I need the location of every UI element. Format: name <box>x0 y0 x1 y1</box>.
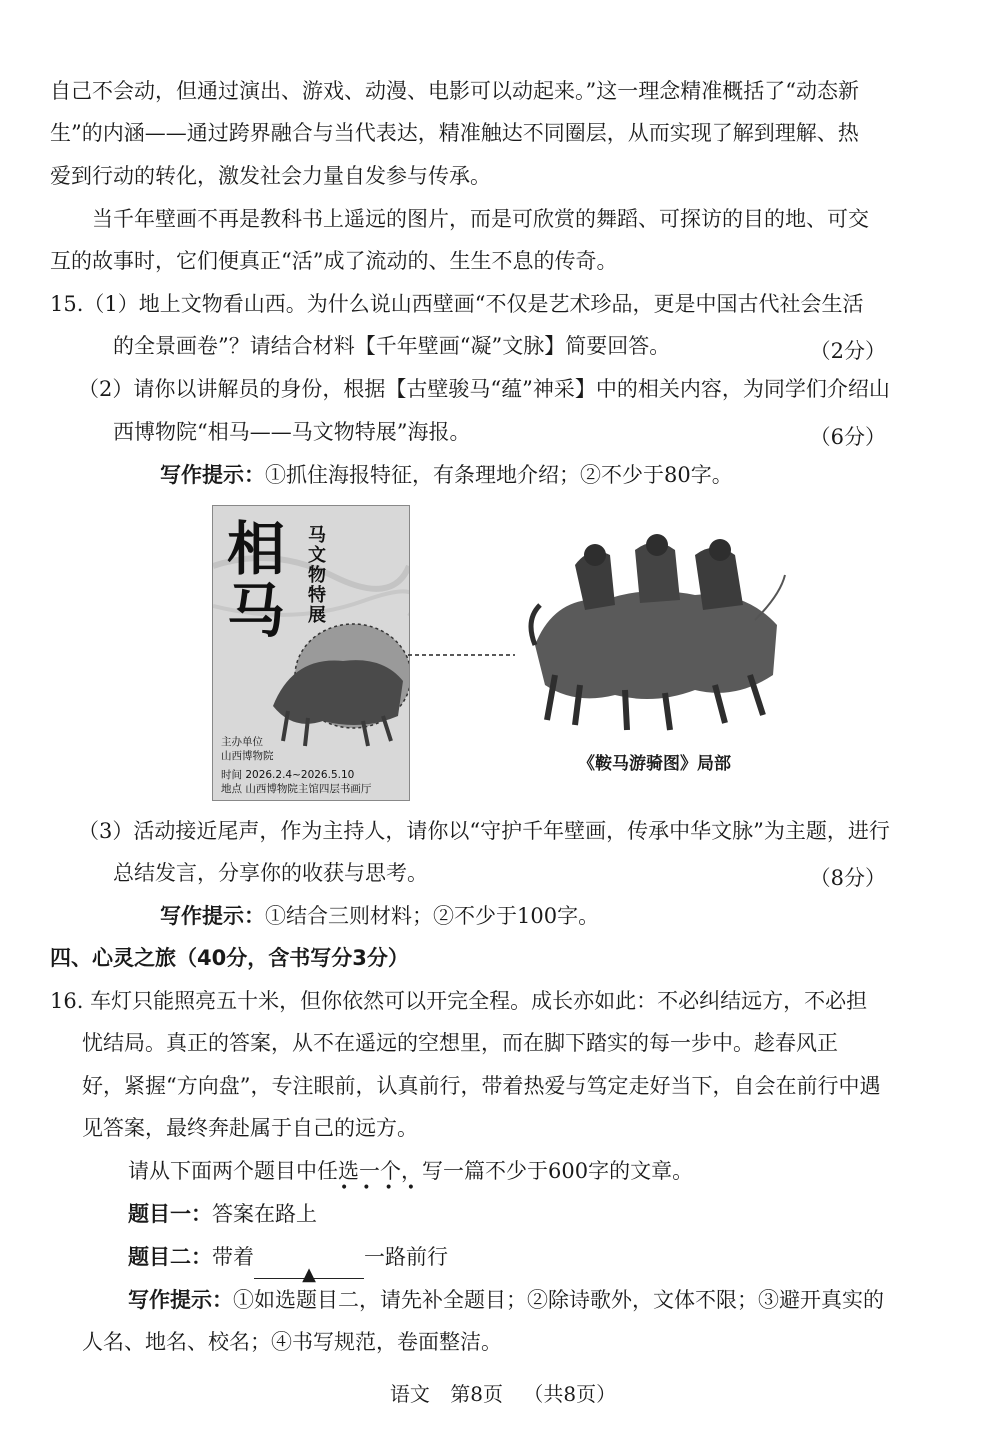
hint-text: ①结合三则材料；②不少于100字。 <box>265 904 600 928</box>
q15-part2-hint <box>160 454 733 497</box>
q15-part2-line-2: 西博物院“相马——马文物特展”海报。 <box>113 420 471 444</box>
intro-line-5: 互的故事时，它们便真正“活”成了流动的、生生不息的传奇。 <box>50 249 618 273</box>
topic-2-blank <box>254 1254 364 1285</box>
poster-time: 时间 2026.2.4~2026.5.10 <box>221 769 355 781</box>
hint-label: 写作提示： <box>160 904 265 928</box>
dashed-connector-line <box>408 650 520 660</box>
topic-2-prefix: 带着 <box>212 1245 254 1269</box>
q16-topic-1 <box>128 1193 317 1236</box>
q15-part2-score: （6分） <box>809 425 886 449</box>
exhibition-poster <box>212 505 410 801</box>
triangle-icon: ▲ <box>302 1264 316 1285</box>
intro-line-1: 自己不会动，但通过演出、游戏、动漫、电影可以动起来。”这一理念精准概括了“动态新 <box>50 79 859 103</box>
hint-text: ①抓住海报特征，有条理地介绍；②不少于80字。 <box>265 463 733 487</box>
poster-subtitle: 马文物特展 <box>308 525 326 626</box>
q15-part3-hint <box>160 895 599 938</box>
q16-line-3: 好，紧握“方向盘”，专注眼前，认真前行，带着热爱与笃定走好当下，自会在前行中遇 <box>82 1074 881 1098</box>
q15-part3-line-1: （3）活动接近尾声，作为主持人，请你以“守护千年壁画，传承中华文脉”为主题，进行 <box>78 819 890 843</box>
topic-1-label: 题目一： <box>128 1202 212 1226</box>
section-4-title: 四、心灵之旅（40分，含书写分3分） <box>50 946 409 970</box>
page-footer: 语文 第8页 （共8页） <box>389 1382 617 1406</box>
hint-text: ①如选题目二，请先补全题目；②除诗歌外，文体不限；③避开真实的 <box>233 1288 884 1312</box>
poster-title: 相马 <box>227 515 286 645</box>
q15-part3-score: （8分） <box>809 866 886 890</box>
painting-caption: 《鞍马游骑图》局部 <box>578 754 731 774</box>
q15-part1-line-1: 15.（1）地上文物看山西。为什么说山西壁画“不仅是艺术珍品，更是中国古代社会生活 <box>50 292 864 316</box>
emphasis-dots: •••• <box>340 1180 430 1196</box>
horse-riders-painting <box>515 525 790 735</box>
q15-part1-line-2: 的全景画卷”？请结合材料【千年壁画“凝”文脉】简要回答。 <box>113 334 671 358</box>
q15-part2-line-1: （2）请你以讲解员的身份，根据【古壁骏马“蕴”神采】中的相关内容，为同学们介绍山 <box>78 377 890 401</box>
topic-1-text: 答案在路上 <box>212 1202 317 1226</box>
hint-label: 写作提示： <box>160 463 265 487</box>
topic-2-label: 题目二： <box>128 1245 212 1269</box>
q16-line-2: 忧结局。真正的答案，从不在遥远的空想里，而在脚下踏实的每一步中。趁春风正 <box>82 1031 838 1055</box>
q16-topic-2 <box>128 1236 448 1285</box>
q15-part1-score: （2分） <box>809 339 886 363</box>
q16-hint-line-2: 人名、地名、校名；④书写规范，卷面整洁。 <box>82 1330 502 1354</box>
topic-2-suffix: 一路前行 <box>364 1245 448 1269</box>
intro-line-2: 生”的内涵——通过跨界融合与当代表达，精准触达不同圈层，从而实现了解到理解、热 <box>50 121 859 145</box>
q16-line-4: 见答案，最终奔赴属于自己的远方。 <box>82 1116 418 1140</box>
q15-part3-line-2: 总结发言，分享你的收获与思考。 <box>113 861 428 885</box>
intro-line-4: 当千年壁画不再是教科书上遥远的图片，而是可欣赏的舞蹈、可探访的目的地、可交 <box>92 207 869 231</box>
poster-organizer-label: 主办单位 <box>221 736 263 748</box>
intro-line-3: 爱到行动的转化，激发社会力量自发参与传承。 <box>50 164 491 188</box>
q16-instruction: 请从下面两个题目中任选一个，写一篇不少于600字的文章。 <box>128 1159 694 1183</box>
hint-label: 写作提示： <box>128 1288 233 1312</box>
poster-place: 地点 山西博物院主馆四层书画厅 <box>221 783 372 795</box>
poster-organizer: 山西博物院 <box>221 750 274 762</box>
q16-line-1: 16. 车灯只能照亮五十米，但你依然可以开完全程。成长亦如此：不必纠结远方，不必担 <box>50 989 868 1013</box>
q16-hint-line-1 <box>128 1279 884 1322</box>
